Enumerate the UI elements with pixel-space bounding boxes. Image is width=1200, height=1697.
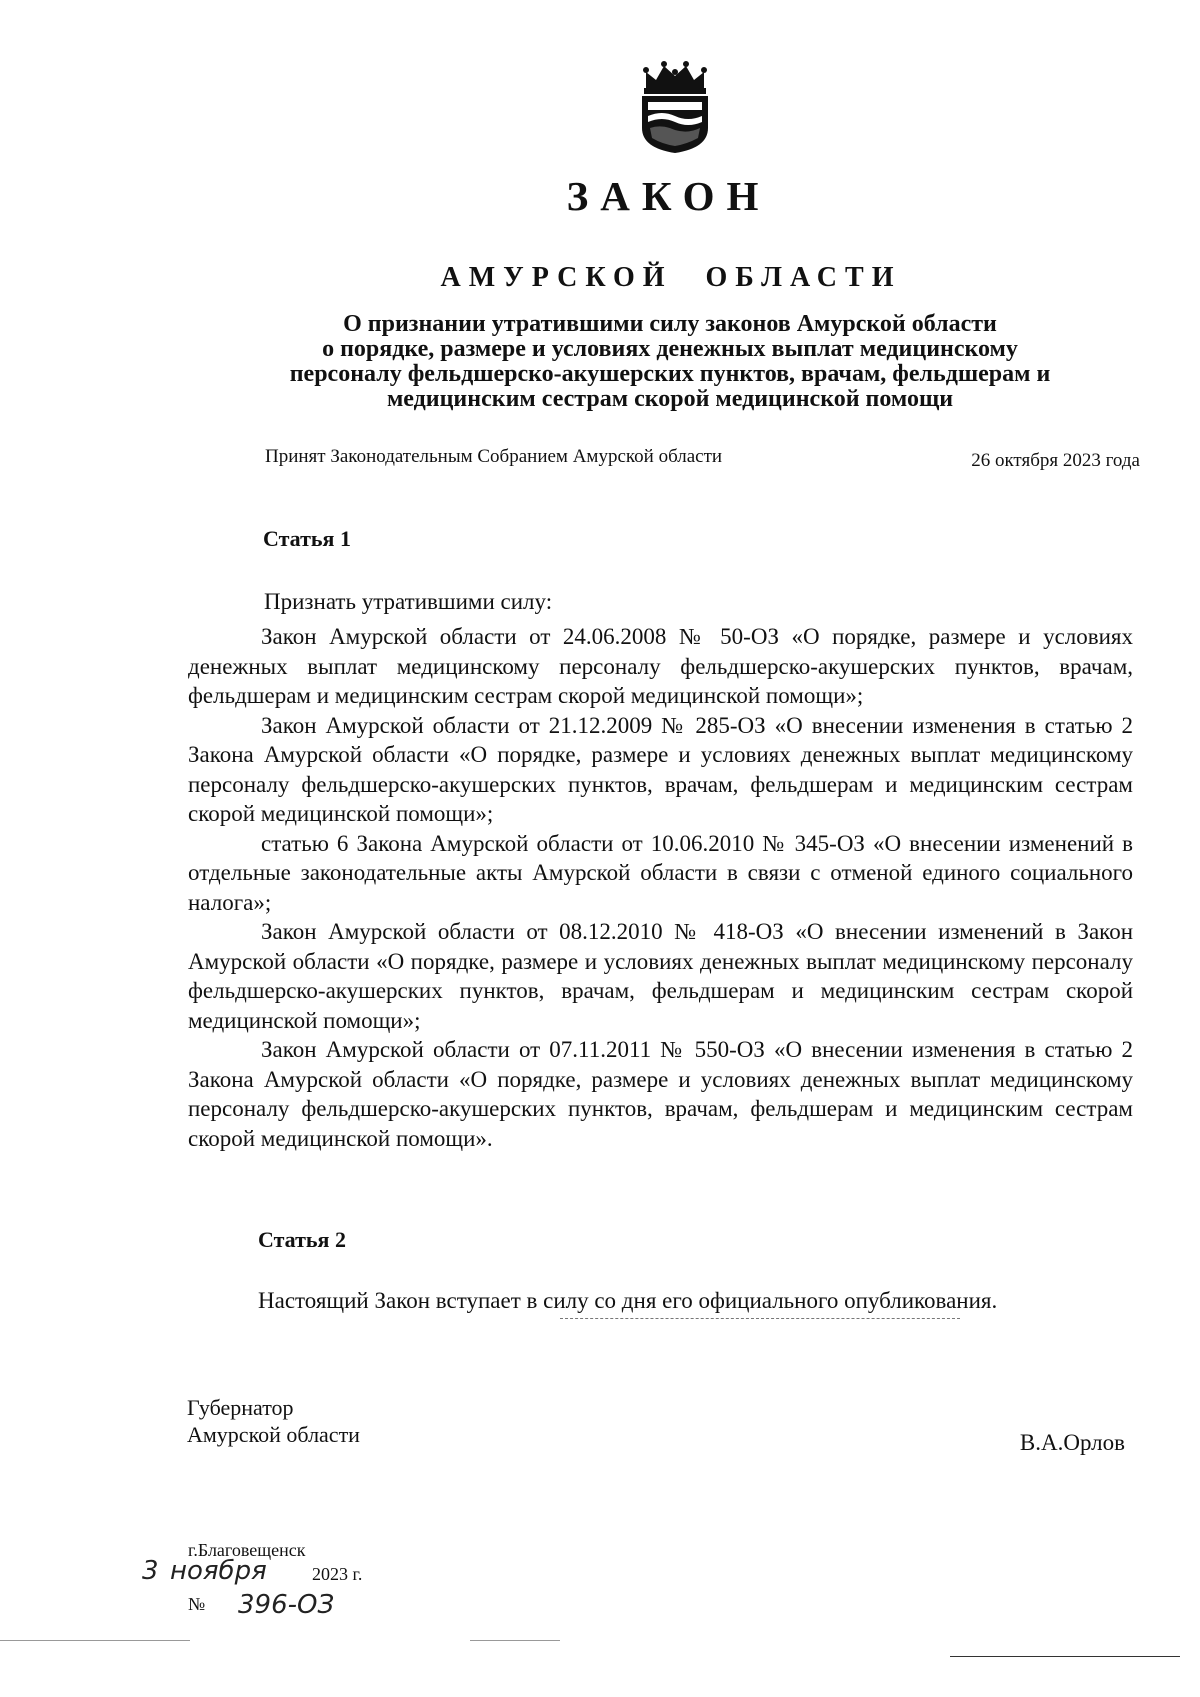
scan-artifact-line [950,1656,1180,1657]
signing-year: 2023 г. [312,1564,363,1584]
article-1-lead: Признать утратившими силу: [264,589,553,614]
scan-artifact-line [470,1640,560,1641]
scan-underline [560,1318,960,1320]
signatory-position [187,1394,360,1448]
article-2-text: Настоящий Закон вступает в силу со дня его официального опубликования. [258,1288,998,1313]
law-title: ЗАКОН [566,173,771,219]
article-1-items [188,622,1133,1153]
repealed-law-item: Закон Амурской области от 07.11.2011 № 550-ОЗ «О внесении изменения в статью 2 Закона Амурской области «О порядке, размере и условиях денежных выплат медицинскому персоналу фельдшерско-акушерских пунктов, врачам, фельдшерам и медицинским сестрам скорой медицинской помощи». [188,1037,1133,1151]
law-subject [200,312,1140,412]
repealed-law-item: Закон Амурской области от 24.06.2008 № 50-ОЗ «О порядке, размере и условиях денежных выплат медицинскому персоналу фельдшерско-акушерских пунктов, врачам, фельдшерам и медицинским сестрам скорой медицинской помощи»; [188,624,1133,708]
amur-oblast-coat-of-arms-icon [632,58,718,154]
repealed-law-item: Закон Амурской области от 08.12.2010 № 418-ОЗ «О внесении изменений в Закон Амурской области «О порядке, размере и условиях денежных выплат медицинскому персоналу фельдшерско-акушерских пунктов, врачам, фельдшерам и медицинским сестрам скорой медицинской помощи»; [188,919,1133,1033]
adopted-by: Принят Законодательным Собранием Амурской области [265,446,723,467]
handwritten-day: 3 [142,1556,159,1586]
handwritten-law-number: 396-ОЗ [238,1590,335,1620]
signatory-position-line: Губернатор [187,1395,294,1420]
signatory-name: В.А.Орлов [1019,1430,1125,1455]
region-title: АМУРСКОЙ ОБЛАСТИ [440,262,902,293]
adopted-date: 26 октября 2023 года [971,450,1140,471]
handwritten-month: ноября [170,1556,267,1586]
place-of-signing: г.Благовещенск [188,1540,306,1560]
article-1-heading: Статья 1 [263,526,351,551]
article-2-heading: Статья 2 [258,1227,346,1252]
number-sign: № [188,1594,206,1614]
subject-line: медицинским сестрам скорой медицинской помощи [386,386,954,412]
subject-line: О признании утратившими силу законов Амурской области [343,311,997,337]
repealed-law-item: статью 6 Закона Амурской области от 10.06.2010 № 345-ОЗ «О внесении изменений в отдельные законодательные акты Амурской области в связи с отменой единого социального налога»; [188,830,1133,915]
subject-line: о порядке, размере и условиях денежных выплат медицинскому [322,336,1018,362]
signatory-position-line: Амурской области [187,1422,360,1447]
scan-artifact-line [0,1640,190,1641]
repealed-law-item: Закон Амурской области от 21.12.2009 № 285-ОЗ «О внесении изменения в статью 2 Закона Амурской области «О порядке, размере и условиях денежных выплат медицинскому персоналу фельдшерско-акушерских пунктов, врачам, фельдшерам и медицинским сестрам скорой медицинской помощи»; [188,712,1133,826]
subject-line: персоналу фельдшерско-акушерских пунктов, врачам, фельдшерам и [289,361,1051,387]
